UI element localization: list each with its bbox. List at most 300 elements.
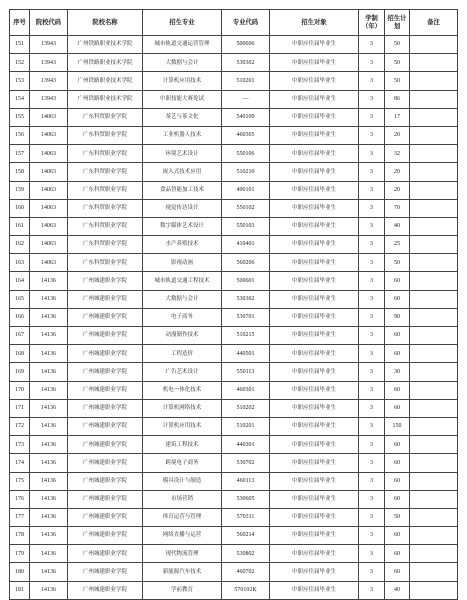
cell-index: 178 bbox=[10, 527, 30, 545]
cell-school-code: 14063 bbox=[30, 145, 68, 163]
cell-remarks bbox=[410, 345, 458, 363]
cell-major-code: 550106 bbox=[222, 145, 270, 163]
cell-index: 162 bbox=[10, 236, 30, 254]
cell-school-code: 14136 bbox=[30, 345, 68, 363]
cell-major: 新能源汽车技术 bbox=[143, 563, 222, 581]
cell-plan: 60 bbox=[385, 472, 410, 490]
cell-major: 计算机网络技术 bbox=[143, 399, 222, 417]
cell-school-code: 14063 bbox=[30, 181, 68, 199]
cell-major: 网络直播与运营 bbox=[143, 527, 222, 545]
cell-school-name: 广东科贸职业学院 bbox=[68, 199, 143, 217]
table-row bbox=[10, 545, 458, 563]
cell-remarks bbox=[410, 490, 458, 508]
cell-major: 城市轨道交通工程技术 bbox=[143, 272, 222, 290]
cell-school-code: 14136 bbox=[30, 363, 68, 381]
cell-index: 167 bbox=[10, 327, 30, 345]
cell-index: 181 bbox=[10, 581, 30, 599]
cell-remarks bbox=[410, 527, 458, 545]
cell-remarks bbox=[410, 236, 458, 254]
cell-school-code: 13943 bbox=[30, 72, 68, 90]
cell-plan: 60 bbox=[385, 490, 410, 508]
cell-index: 179 bbox=[10, 545, 30, 563]
cell-school-name: 广州城建职业学院 bbox=[68, 436, 143, 454]
table-row bbox=[10, 454, 458, 472]
cell-remarks bbox=[410, 72, 458, 90]
cell-major-code: 530802 bbox=[222, 545, 270, 563]
cell-school-code: 14136 bbox=[30, 399, 68, 417]
document-page bbox=[9, 9, 457, 600]
cell-target: 中职应往届毕业生 bbox=[270, 563, 359, 581]
table-row bbox=[10, 308, 458, 326]
cell-school-name: 广州铁路职业技术学院 bbox=[68, 90, 143, 108]
table-row bbox=[10, 108, 458, 126]
cell-remarks bbox=[410, 399, 458, 417]
cell-school-code: 14136 bbox=[30, 472, 68, 490]
cell-duration: 3 bbox=[359, 381, 385, 399]
cell-duration: 3 bbox=[359, 72, 385, 90]
cell-major: 体育运营与管理 bbox=[143, 508, 222, 526]
cell-school-name: 广州铁路职业技术学院 bbox=[68, 54, 143, 72]
cell-remarks bbox=[410, 308, 458, 326]
cell-index: 156 bbox=[10, 126, 30, 144]
cell-plan: 60 bbox=[385, 290, 410, 308]
cell-school-code: 14136 bbox=[30, 545, 68, 563]
cell-duration: 3 bbox=[359, 199, 385, 217]
cell-target: 中职应往届毕业生 bbox=[270, 163, 359, 181]
cell-major-code: 500601 bbox=[222, 272, 270, 290]
cell-school-code: 14063 bbox=[30, 236, 68, 254]
cell-school-code: 13943 bbox=[30, 90, 68, 108]
cell-plan: 20 bbox=[385, 181, 410, 199]
table-row bbox=[10, 181, 458, 199]
cell-school-name: 广东科贸职业学院 bbox=[68, 236, 143, 254]
cell-school-code: 14136 bbox=[30, 327, 68, 345]
cell-major-code: 550102 bbox=[222, 199, 270, 217]
cell-major: 广告艺术设计 bbox=[143, 363, 222, 381]
table-row bbox=[10, 417, 458, 435]
cell-index: 152 bbox=[10, 54, 30, 72]
cell-target: 中职应往届毕业生 bbox=[270, 272, 359, 290]
cell-school-code: 14136 bbox=[30, 490, 68, 508]
cell-major: 工业机器人技术 bbox=[143, 126, 222, 144]
cell-remarks bbox=[410, 472, 458, 490]
cell-major-code: 510215 bbox=[222, 327, 270, 345]
cell-index: 166 bbox=[10, 308, 30, 326]
table-body bbox=[10, 36, 458, 600]
cell-school-code: 14136 bbox=[30, 581, 68, 599]
cell-major-code: 410401 bbox=[222, 236, 270, 254]
cell-school-name: 广东科贸职业学院 bbox=[68, 217, 143, 235]
cell-duration: 3 bbox=[359, 490, 385, 508]
cell-major: 动漫制作技术 bbox=[143, 327, 222, 345]
cell-duration: 3 bbox=[359, 454, 385, 472]
cell-target: 中职应往届毕业生 bbox=[270, 308, 359, 326]
cell-index: 168 bbox=[10, 345, 30, 363]
cell-duration: 3 bbox=[359, 399, 385, 417]
cell-target: 中职应往届毕业生 bbox=[270, 508, 359, 526]
table-row bbox=[10, 236, 458, 254]
cell-major: 电子商务 bbox=[143, 308, 222, 326]
table-row bbox=[10, 254, 458, 272]
cell-plan: 60 bbox=[385, 345, 410, 363]
cell-major-code: 510201 bbox=[222, 417, 270, 435]
cell-plan: 30 bbox=[385, 363, 410, 381]
cell-index: 175 bbox=[10, 472, 30, 490]
cell-school-name: 广东科贸职业学院 bbox=[68, 181, 143, 199]
cell-major-code: 440301 bbox=[222, 436, 270, 454]
cell-major-code: 460305 bbox=[222, 126, 270, 144]
cell-target: 中职应往届毕业生 bbox=[270, 345, 359, 363]
cell-remarks bbox=[410, 381, 458, 399]
cell-target: 中职应往届毕业生 bbox=[270, 54, 359, 72]
cell-index: 170 bbox=[10, 381, 30, 399]
cell-index: 165 bbox=[10, 290, 30, 308]
cell-major-code: 460301 bbox=[222, 381, 270, 399]
cell-major: 模具设计与制造 bbox=[143, 472, 222, 490]
table-row bbox=[10, 508, 458, 526]
cell-major-code: 510202 bbox=[222, 399, 270, 417]
cell-major: 水产养殖技术 bbox=[143, 236, 222, 254]
cell-plan: 17 bbox=[385, 108, 410, 126]
table-row bbox=[10, 563, 458, 581]
header-school-code: 院校代码 bbox=[30, 10, 68, 36]
cell-major: 视觉传达设计 bbox=[143, 199, 222, 217]
header-remarks: 备注 bbox=[410, 10, 458, 36]
cell-index: 177 bbox=[10, 508, 30, 526]
cell-remarks bbox=[410, 563, 458, 581]
table-row bbox=[10, 145, 458, 163]
cell-school-name: 广州城建职业学院 bbox=[68, 290, 143, 308]
cell-remarks bbox=[410, 454, 458, 472]
cell-plan: 50 bbox=[385, 54, 410, 72]
header-target: 招生对象 bbox=[270, 10, 359, 36]
cell-school-name: 广州城建职业学院 bbox=[68, 581, 143, 599]
cell-target: 中职应往届毕业生 bbox=[270, 527, 359, 545]
cell-target: 中职应往届毕业生 bbox=[270, 436, 359, 454]
cell-remarks bbox=[410, 54, 458, 72]
table-row bbox=[10, 36, 458, 54]
cell-target: 中职应往届毕业生 bbox=[270, 72, 359, 90]
cell-plan: 40 bbox=[385, 581, 410, 599]
cell-target: 中职应往届毕业生 bbox=[270, 217, 359, 235]
cell-target: 中职应往届毕业生 bbox=[270, 90, 359, 108]
cell-school-code: 14063 bbox=[30, 108, 68, 126]
cell-plan: 86 bbox=[385, 90, 410, 108]
cell-target: 中职应往届毕业生 bbox=[270, 145, 359, 163]
cell-target: 中职应往届毕业生 bbox=[270, 199, 359, 217]
cell-school-name: 广州城建职业学院 bbox=[68, 308, 143, 326]
cell-duration: 3 bbox=[359, 108, 385, 126]
cell-duration: 3 bbox=[359, 145, 385, 163]
cell-index: 176 bbox=[10, 490, 30, 508]
cell-index: 172 bbox=[10, 417, 30, 435]
cell-plan: 60 bbox=[385, 272, 410, 290]
table-row bbox=[10, 290, 458, 308]
cell-plan: 50 bbox=[385, 508, 410, 526]
cell-school-name: 广州城建职业学院 bbox=[68, 545, 143, 563]
cell-duration: 3 bbox=[359, 290, 385, 308]
cell-major-code: 550103 bbox=[222, 217, 270, 235]
cell-major: 市场营销 bbox=[143, 490, 222, 508]
cell-school-name: 广州城建职业学院 bbox=[68, 490, 143, 508]
cell-school-code: 14063 bbox=[30, 254, 68, 272]
cell-plan: 20 bbox=[385, 163, 410, 181]
cell-major-code: 540109 bbox=[222, 108, 270, 126]
cell-plan: 70 bbox=[385, 199, 410, 217]
cell-plan: 90 bbox=[385, 308, 410, 326]
header-major-code: 专业代码 bbox=[222, 10, 270, 36]
cell-school-name: 广东科贸职业学院 bbox=[68, 126, 143, 144]
cell-plan: 25 bbox=[385, 236, 410, 254]
cell-school-name: 广州城建职业学院 bbox=[68, 272, 143, 290]
cell-duration: 3 bbox=[359, 527, 385, 545]
cell-index: 154 bbox=[10, 90, 30, 108]
cell-major-code: 460113 bbox=[222, 472, 270, 490]
cell-school-name: 广州城建职业学院 bbox=[68, 363, 143, 381]
cell-duration: 3 bbox=[359, 417, 385, 435]
cell-school-code: 14136 bbox=[30, 272, 68, 290]
cell-index: 158 bbox=[10, 163, 30, 181]
cell-school-code: 14136 bbox=[30, 563, 68, 581]
cell-target: 中职应往届毕业生 bbox=[270, 181, 359, 199]
cell-duration: 3 bbox=[359, 581, 385, 599]
cell-major-code: 460702 bbox=[222, 563, 270, 581]
cell-duration: 3 bbox=[359, 563, 385, 581]
table-row bbox=[10, 399, 458, 417]
cell-plan: 60 bbox=[385, 545, 410, 563]
cell-index: 163 bbox=[10, 254, 30, 272]
cell-school-code: 14063 bbox=[30, 163, 68, 181]
cell-plan: 60 bbox=[385, 436, 410, 454]
cell-major-code: 570311 bbox=[222, 508, 270, 526]
cell-index: 157 bbox=[10, 145, 30, 163]
cell-major-code: 570102K bbox=[222, 581, 270, 599]
cell-school-code: 14136 bbox=[30, 527, 68, 545]
header-index: 序号 bbox=[10, 10, 30, 36]
cell-major: 环境艺术设计 bbox=[143, 145, 222, 163]
cell-remarks bbox=[410, 163, 458, 181]
cell-major: 食品智能加工技术 bbox=[143, 181, 222, 199]
cell-major: 计算机应用技术 bbox=[143, 417, 222, 435]
cell-target: 中职应往届毕业生 bbox=[270, 454, 359, 472]
cell-remarks bbox=[410, 581, 458, 599]
cell-school-name: 广州城建职业学院 bbox=[68, 454, 143, 472]
cell-major-code: 500606 bbox=[222, 36, 270, 54]
table-row bbox=[10, 163, 458, 181]
table-row bbox=[10, 527, 458, 545]
cell-remarks bbox=[410, 254, 458, 272]
cell-plan: 60 bbox=[385, 327, 410, 345]
cell-plan: 50 bbox=[385, 36, 410, 54]
cell-school-code: 14136 bbox=[30, 454, 68, 472]
table-row bbox=[10, 272, 458, 290]
cell-major: 学前教育 bbox=[143, 581, 222, 599]
cell-school-name: 广州铁路职业技术学院 bbox=[68, 72, 143, 90]
cell-duration: 3 bbox=[359, 126, 385, 144]
cell-school-code: 14136 bbox=[30, 381, 68, 399]
cell-remarks bbox=[410, 417, 458, 435]
cell-target: 中职应往届毕业生 bbox=[270, 381, 359, 399]
table-row bbox=[10, 472, 458, 490]
table-row bbox=[10, 72, 458, 90]
cell-school-code: 14063 bbox=[30, 126, 68, 144]
cell-major: 机电一体化技术 bbox=[143, 381, 222, 399]
cell-duration: 3 bbox=[359, 36, 385, 54]
cell-plan: 150 bbox=[385, 417, 410, 435]
cell-duration: 3 bbox=[359, 163, 385, 181]
cell-major: 数字媒体艺术设计 bbox=[143, 217, 222, 235]
cell-school-name: 广州城建职业学院 bbox=[68, 563, 143, 581]
table-row bbox=[10, 381, 458, 399]
table-row bbox=[10, 345, 458, 363]
cell-major: 大数据与会计 bbox=[143, 290, 222, 308]
cell-duration: 3 bbox=[359, 90, 385, 108]
cell-major: 中职技能大赛免试 bbox=[143, 90, 222, 108]
table-row bbox=[10, 126, 458, 144]
cell-index: 171 bbox=[10, 399, 30, 417]
table-row bbox=[10, 327, 458, 345]
cell-target: 中职应往届毕业生 bbox=[270, 126, 359, 144]
cell-remarks bbox=[410, 90, 458, 108]
cell-school-name: 广东科贸职业学院 bbox=[68, 163, 143, 181]
table-row bbox=[10, 217, 458, 235]
cell-plan: 60 bbox=[385, 563, 410, 581]
cell-duration: 3 bbox=[359, 308, 385, 326]
cell-duration: 3 bbox=[359, 327, 385, 345]
cell-major: 大数据与会计 bbox=[143, 54, 222, 72]
cell-duration: 3 bbox=[359, 363, 385, 381]
cell-major: 工程造价 bbox=[143, 345, 222, 363]
cell-school-code: 13943 bbox=[30, 54, 68, 72]
cell-remarks bbox=[410, 181, 458, 199]
table-row bbox=[10, 363, 458, 381]
cell-school-code: 14063 bbox=[30, 217, 68, 235]
cell-target: 中职应往届毕业生 bbox=[270, 399, 359, 417]
cell-major-code: 530302 bbox=[222, 54, 270, 72]
cell-remarks bbox=[410, 126, 458, 144]
cell-target: 中职应往届毕业生 bbox=[270, 417, 359, 435]
cell-remarks bbox=[410, 290, 458, 308]
cell-school-name: 广州城建职业学院 bbox=[68, 327, 143, 345]
cell-target: 中职应往届毕业生 bbox=[270, 36, 359, 54]
cell-remarks bbox=[410, 36, 458, 54]
table-header-row bbox=[10, 10, 458, 36]
cell-school-name: 广州铁路职业技术学院 bbox=[68, 36, 143, 54]
cell-plan: 60 bbox=[385, 454, 410, 472]
cell-duration: 3 bbox=[359, 217, 385, 235]
cell-plan: 60 bbox=[385, 527, 410, 545]
cell-remarks bbox=[410, 508, 458, 526]
table-row bbox=[10, 490, 458, 508]
cell-target: 中职应往届毕业生 bbox=[270, 254, 359, 272]
cell-remarks bbox=[410, 545, 458, 563]
table-row bbox=[10, 54, 458, 72]
cell-remarks bbox=[410, 145, 458, 163]
cell-index: 151 bbox=[10, 36, 30, 54]
cell-remarks bbox=[410, 199, 458, 217]
cell-major-code: 560214 bbox=[222, 527, 270, 545]
cell-major: 影视动画 bbox=[143, 254, 222, 272]
cell-school-code: 14136 bbox=[30, 290, 68, 308]
cell-target: 中职应往届毕业生 bbox=[270, 327, 359, 345]
cell-major: 跨境电子商务 bbox=[143, 454, 222, 472]
cell-remarks bbox=[410, 327, 458, 345]
cell-index: 159 bbox=[10, 181, 30, 199]
header-plan: 招生计划 bbox=[385, 10, 410, 36]
cell-target: 中职应往届毕业生 bbox=[270, 108, 359, 126]
cell-target: 中职应往届毕业生 bbox=[270, 490, 359, 508]
cell-index: 173 bbox=[10, 436, 30, 454]
cell-duration: 3 bbox=[359, 54, 385, 72]
cell-major-code: 530302 bbox=[222, 290, 270, 308]
cell-duration: 3 bbox=[359, 181, 385, 199]
cell-target: 中职应往届毕业生 bbox=[270, 236, 359, 254]
cell-duration: 3 bbox=[359, 436, 385, 454]
header-duration: 学制（年） bbox=[359, 10, 385, 36]
cell-major-code: 510201 bbox=[222, 72, 270, 90]
table-row bbox=[10, 436, 458, 454]
cell-major-code: 560206 bbox=[222, 254, 270, 272]
cell-index: 169 bbox=[10, 363, 30, 381]
table-row bbox=[10, 90, 458, 108]
cell-index: 160 bbox=[10, 199, 30, 217]
cell-remarks bbox=[410, 217, 458, 235]
cell-plan: 20 bbox=[385, 126, 410, 144]
cell-school-code: 14136 bbox=[30, 308, 68, 326]
cell-duration: 3 bbox=[359, 345, 385, 363]
cell-remarks bbox=[410, 108, 458, 126]
cell-plan: 50 bbox=[385, 72, 410, 90]
cell-remarks bbox=[410, 363, 458, 381]
cell-major-code: 440501 bbox=[222, 345, 270, 363]
cell-index: 174 bbox=[10, 454, 30, 472]
cell-target: 中职应往届毕业生 bbox=[270, 545, 359, 563]
cell-target: 中职应往届毕业生 bbox=[270, 472, 359, 490]
cell-school-name: 广州城建职业学院 bbox=[68, 527, 143, 545]
cell-major-code: 510210 bbox=[222, 163, 270, 181]
cell-major-code: 550113 bbox=[222, 363, 270, 381]
cell-duration: 3 bbox=[359, 272, 385, 290]
cell-plan: 60 bbox=[385, 381, 410, 399]
cell-index: 155 bbox=[10, 108, 30, 126]
cell-school-name: 广州城建职业学院 bbox=[68, 417, 143, 435]
cell-school-name: 广东科贸职业学院 bbox=[68, 145, 143, 163]
cell-school-name: 广东科贸职业学院 bbox=[68, 108, 143, 126]
cell-major: 茶艺与茶文化 bbox=[143, 108, 222, 126]
cell-index: 161 bbox=[10, 217, 30, 235]
table-row bbox=[10, 581, 458, 599]
cell-major: 建筑工程技术 bbox=[143, 436, 222, 454]
header-school-name: 院校名称 bbox=[68, 10, 143, 36]
cell-major-code: 490101 bbox=[222, 181, 270, 199]
cell-duration: 3 bbox=[359, 472, 385, 490]
cell-school-name: 广东科贸职业学院 bbox=[68, 254, 143, 272]
cell-duration: 3 bbox=[359, 254, 385, 272]
cell-major: 现代物流管理 bbox=[143, 545, 222, 563]
cell-duration: 3 bbox=[359, 508, 385, 526]
cell-plan: 50 bbox=[385, 254, 410, 272]
cell-school-name: 广州城建职业学院 bbox=[68, 399, 143, 417]
cell-target: 中职应往届毕业生 bbox=[270, 290, 359, 308]
cell-plan: 40 bbox=[385, 217, 410, 235]
cell-major: 嵌入式技术应用 bbox=[143, 163, 222, 181]
cell-school-code: 14136 bbox=[30, 508, 68, 526]
cell-remarks bbox=[410, 272, 458, 290]
cell-index: 180 bbox=[10, 563, 30, 581]
cell-school-name: 广州城建职业学院 bbox=[68, 472, 143, 490]
cell-school-code: 14136 bbox=[30, 436, 68, 454]
cell-school-code: 14136 bbox=[30, 417, 68, 435]
